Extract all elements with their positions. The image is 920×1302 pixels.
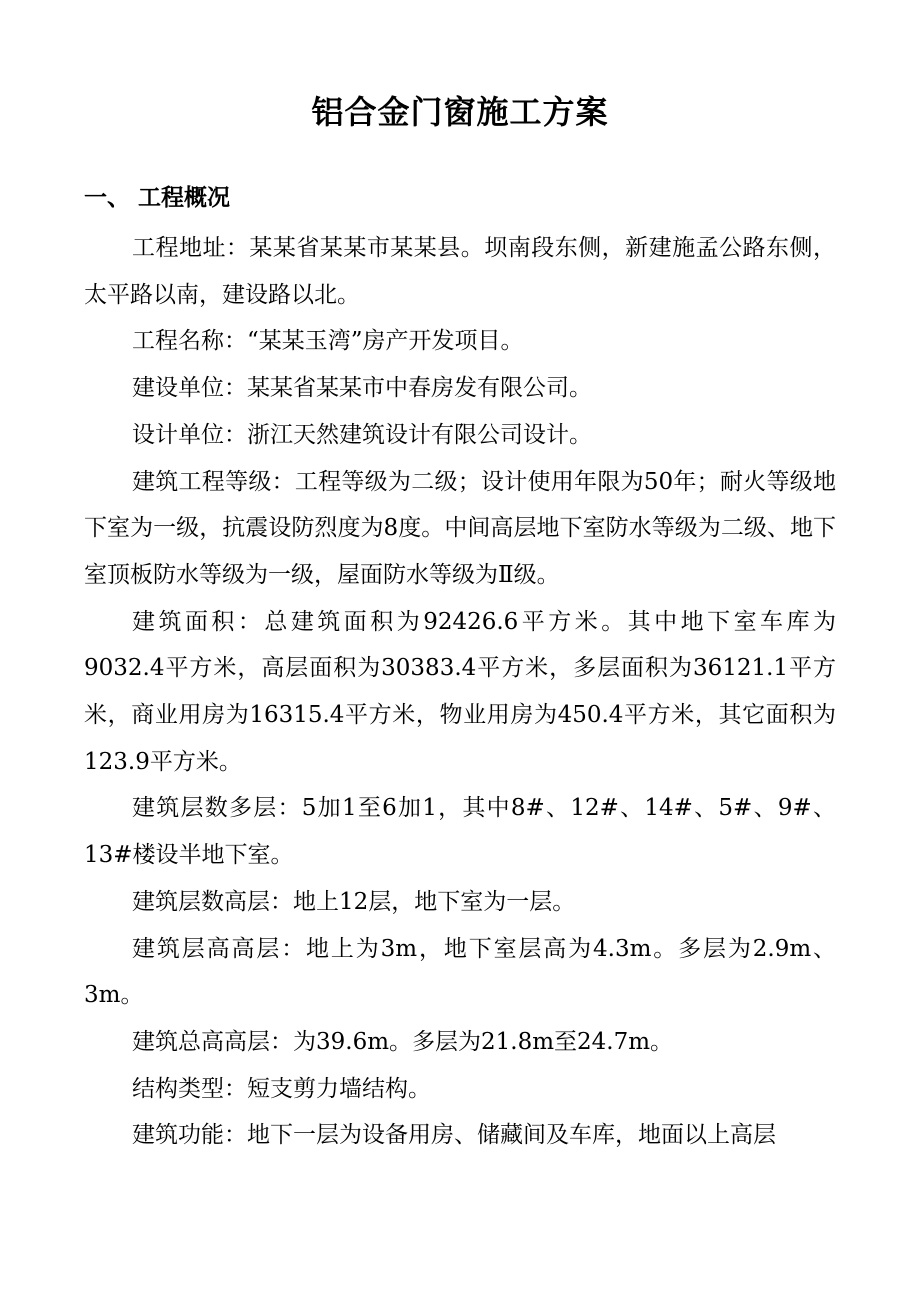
document-title: 铝合金门窗施工方案 — [311, 93, 609, 131]
paragraph-project-address: 工程地址：某某省某某市某某县。坝南段东侧，新建施孟公路东侧，太平路以南，建设路以北。 — [84, 235, 836, 308]
section-heading — [84, 178, 230, 218]
body-text — [84, 225, 836, 1159]
paragraph-building-function: 建筑功能：地下一层为设备用房、储藏间及车库，地面以上高层 — [132, 1122, 776, 1149]
section-title: 工程概况 — [138, 185, 230, 211]
paragraph-floors-multistory: 建筑层数多层：5加1至6加1，其中8#、12#、14#、5#、9#、13#楼设半地下室。 — [84, 795, 836, 869]
paragraph-total-height: 建筑总高高层：为39.6m。多层为21.8m至24.7m。 — [132, 1028, 674, 1055]
paragraph-structure-type: 结构类型：短支剪力墙结构。 — [132, 1075, 431, 1102]
paragraph-project-name: 工程名称：“某某玉湾”房产开发项目。 — [132, 328, 524, 355]
paragraph-floors-highrise: 建筑层数高层：地上12层，地下室为一层。 — [132, 888, 576, 915]
paragraph-building-area: 建筑面积：总建筑面积为92426.6平方米。其中地下室车库为9032.4平方米，高层面积为30383.4平方米，多层面积为36121.1平方米，商业用房为16315.4平方米，物业用房为450.4平方米，其它面积为123.9平方米。 — [84, 608, 836, 775]
paragraph-floor-height: 建筑层高高层：地上为3m，地下室层高为4.3m。多层为2.9m、3m。 — [84, 935, 836, 1009]
paragraph-engineering-grade: 建筑工程等级：工程等级为二级；设计使用年限为50年；耐火等级地下室为一级，抗震设防烈度为8度。中间高层地下室防水等级为二级、地下室顶板防水等级为一级，屋面防水等级为Ⅱ级。 — [84, 468, 836, 588]
paragraph-design-unit: 设计单位：浙江天然建筑设计有限公司设计。 — [132, 421, 592, 448]
section-number: 一、 — [84, 185, 130, 211]
paragraph-construction-unit: 建设单位：某某省某某市中春房发有限公司。 — [132, 375, 592, 402]
